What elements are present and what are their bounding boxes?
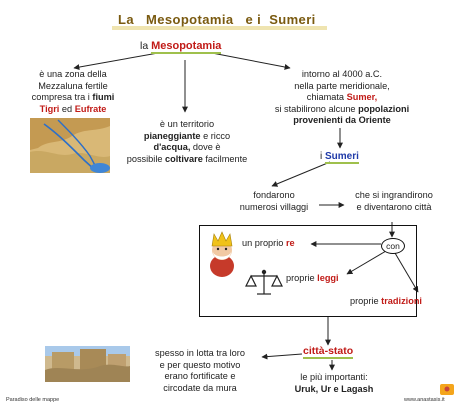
right-line-2: nella parte meridionale,: [294, 80, 390, 91]
mesopotamia-map-illustration: [30, 118, 110, 173]
important-node: [284, 372, 384, 395]
center-line-3: d'acqua, dove è: [153, 142, 221, 152]
grew-node: [346, 190, 442, 213]
walls-node: [140, 348, 260, 394]
important-line-1: le più importanti:: [300, 372, 368, 382]
root-prefix: la: [140, 40, 152, 52]
walls-line-1: spesso in lotta tra loro: [155, 348, 245, 358]
center-line-2: pianeggiante e ricco: [143, 130, 231, 141]
con-oval: con: [381, 238, 405, 254]
walls-line-3: erano fortificate e: [164, 371, 236, 381]
center-line-1: è un territorio: [159, 119, 215, 129]
center-node: [120, 119, 254, 165]
left-line-3: compresa tra i fiumi: [31, 92, 115, 102]
arrow-root-left: [74, 53, 158, 68]
footer-left: Paradiso delle mappe: [6, 397, 60, 403]
citystate-node: città-stato: [303, 345, 354, 357]
right-line-1: intorno al 4000 a.C.: [301, 69, 383, 79]
center-line-4: possibile coltivare facilmente: [126, 153, 248, 164]
root-node: [140, 41, 221, 53]
laws-node: proprie leggi: [286, 273, 339, 283]
important-cities: Uruk, Ur e Lagash: [294, 383, 374, 394]
grew-line-2: e diventarono città: [356, 201, 432, 212]
sumeri-node: i Sumeri: [320, 151, 359, 162]
fortified-city-illustration: [45, 346, 130, 382]
page-title: La Mesopotamia e i Sumeri: [118, 12, 316, 27]
king-node: un proprio re: [242, 238, 295, 248]
right-line-5: provenienti da Oriente: [293, 115, 391, 125]
footer-right: www.anastasis.it: [404, 397, 445, 403]
right-node: [262, 69, 422, 127]
arrow-sumeri-founded: [272, 162, 330, 186]
left-line-1: è una zona della: [39, 69, 107, 79]
right-line-4: si stabilirono alcune popolazioni: [274, 103, 410, 114]
left-line-2: Mezzaluna fertile: [38, 80, 108, 91]
founded-line-2: numerosi villaggi: [239, 201, 309, 212]
sumeri-name: Sumeri: [325, 151, 359, 162]
founded-node: [228, 190, 320, 213]
footer-logo-icon: [440, 384, 454, 395]
walls-line-4: circodate da mura: [163, 382, 237, 393]
walls-line-2: e per questo motivo: [159, 359, 241, 370]
left-line-4: Tigri ed Eufrate: [39, 103, 107, 114]
founded-line-1: fondarono: [253, 190, 295, 200]
arrow-root-right: [212, 53, 290, 68]
left-node: [8, 69, 138, 115]
arrow-citystate-walls: [262, 354, 302, 357]
right-line-3: chiamata Sumer,: [306, 92, 378, 102]
root-name: Mesopotamia: [151, 40, 222, 52]
traditions-node: proprie tradizioni: [350, 296, 422, 306]
grew-line-1: che si ingrandirono: [355, 190, 433, 200]
